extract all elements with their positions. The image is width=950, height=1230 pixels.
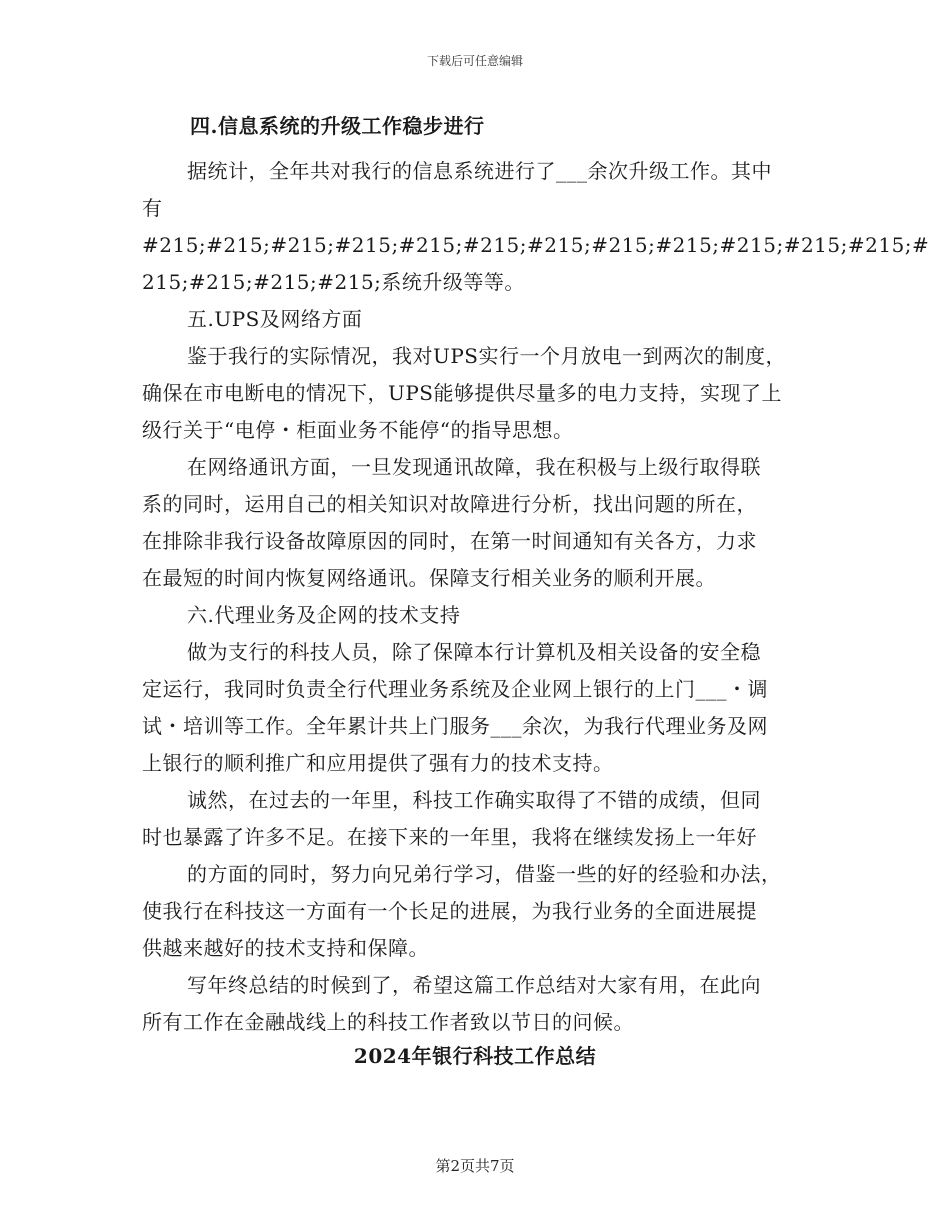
paragraph-line: 的方面的同时，努力向兄弟行学习，借鉴一些的好的经验和办法， — [187, 862, 782, 886]
paragraph-line: 确保在市电断电的情况下，UPS能够提供尽量多的电力支持，实现了上 — [142, 381, 783, 405]
paragraph-line: #215;#215;#215;#215;#215;#215;#215;#215;#215;#215;#215;#215;# — [142, 233, 930, 257]
paragraph-line: 所有工作在金融战线上的科技工作者致以节日的问候。 — [142, 1010, 634, 1034]
paragraph-line: 在网络通讯方面，一旦发现通讯故障，我在积极与上级行取得联 — [187, 455, 761, 479]
paragraph-line: 定运行，我同时负责全行代理业务系统及企业网上银行的上门___・调 — [142, 677, 768, 701]
paragraph-line: 上银行的顺利推广和应用提供了强有力的技术支持。 — [142, 751, 614, 775]
paragraph-line: 级行关于“电停・柜面业务不能停“的指导思想。 — [142, 418, 574, 442]
paragraph-line: 有 — [142, 196, 163, 220]
paragraph-line: 据统计，全年共对我行的信息系统进行了___余次升级工作。其中 — [187, 159, 772, 183]
paragraph-line: 做为支行的科技人员，除了保障本行计算机及相关设备的安全稳 — [187, 640, 761, 664]
paragraph-line: 鉴于我行的实际情况，我对UPS实行一个月放电一到两次的制度， — [187, 344, 787, 368]
paragraph-line: 系的同时，运用自己的相关知识对故障进行分析，找出问题的所在， — [142, 492, 757, 516]
paragraph-line: 在排除非我行设备故障原因的同时，在第一时间通知有关各方，力求 — [142, 529, 757, 553]
paragraph-line: 供越来越好的技术支持和保障。 — [142, 936, 429, 960]
paragraph-line: 写年终总结的时候到了，希望这篇工作总结对大家有用，在此向 — [187, 973, 761, 997]
paragraph-line: 诚然，在过去的一年里，科技工作确实取得了不错的成绩，但同 — [187, 788, 761, 812]
section-heading-6: 六.代理业务及企网的技术支持 — [187, 603, 461, 627]
page-header: 下载后可任意编辑 — [426, 54, 523, 68]
paragraph-line: 在最短的时间内恢复网络通讯。保障支行相关业务的顺利开展。 — [142, 566, 716, 590]
document-title: 2024年银行科技工作总结 — [353, 1044, 597, 1068]
paragraph-line: 试・培训等工作。全年累计共上门服务___余次，为我行代理业务及网 — [142, 714, 768, 738]
document-body — [142, 108, 930, 1041]
section-heading-5: 五.UPS及网络方面 — [187, 307, 363, 331]
page-number: 第2页共7页 — [435, 1157, 515, 1175]
paragraph-line: 215;#215;#215;#215;系统升级等等。 — [142, 270, 525, 294]
section-heading-4: 四.信息系统的升级工作稳步进行 — [190, 114, 485, 138]
paragraph-line: 使我行在科技这一方面有一个长足的进展，为我行业务的全面进展提 — [142, 899, 757, 923]
paragraph-line: 时也暴露了许多不足。在接下来的一年里，我将在继续发扬上一年好 — [142, 825, 757, 849]
